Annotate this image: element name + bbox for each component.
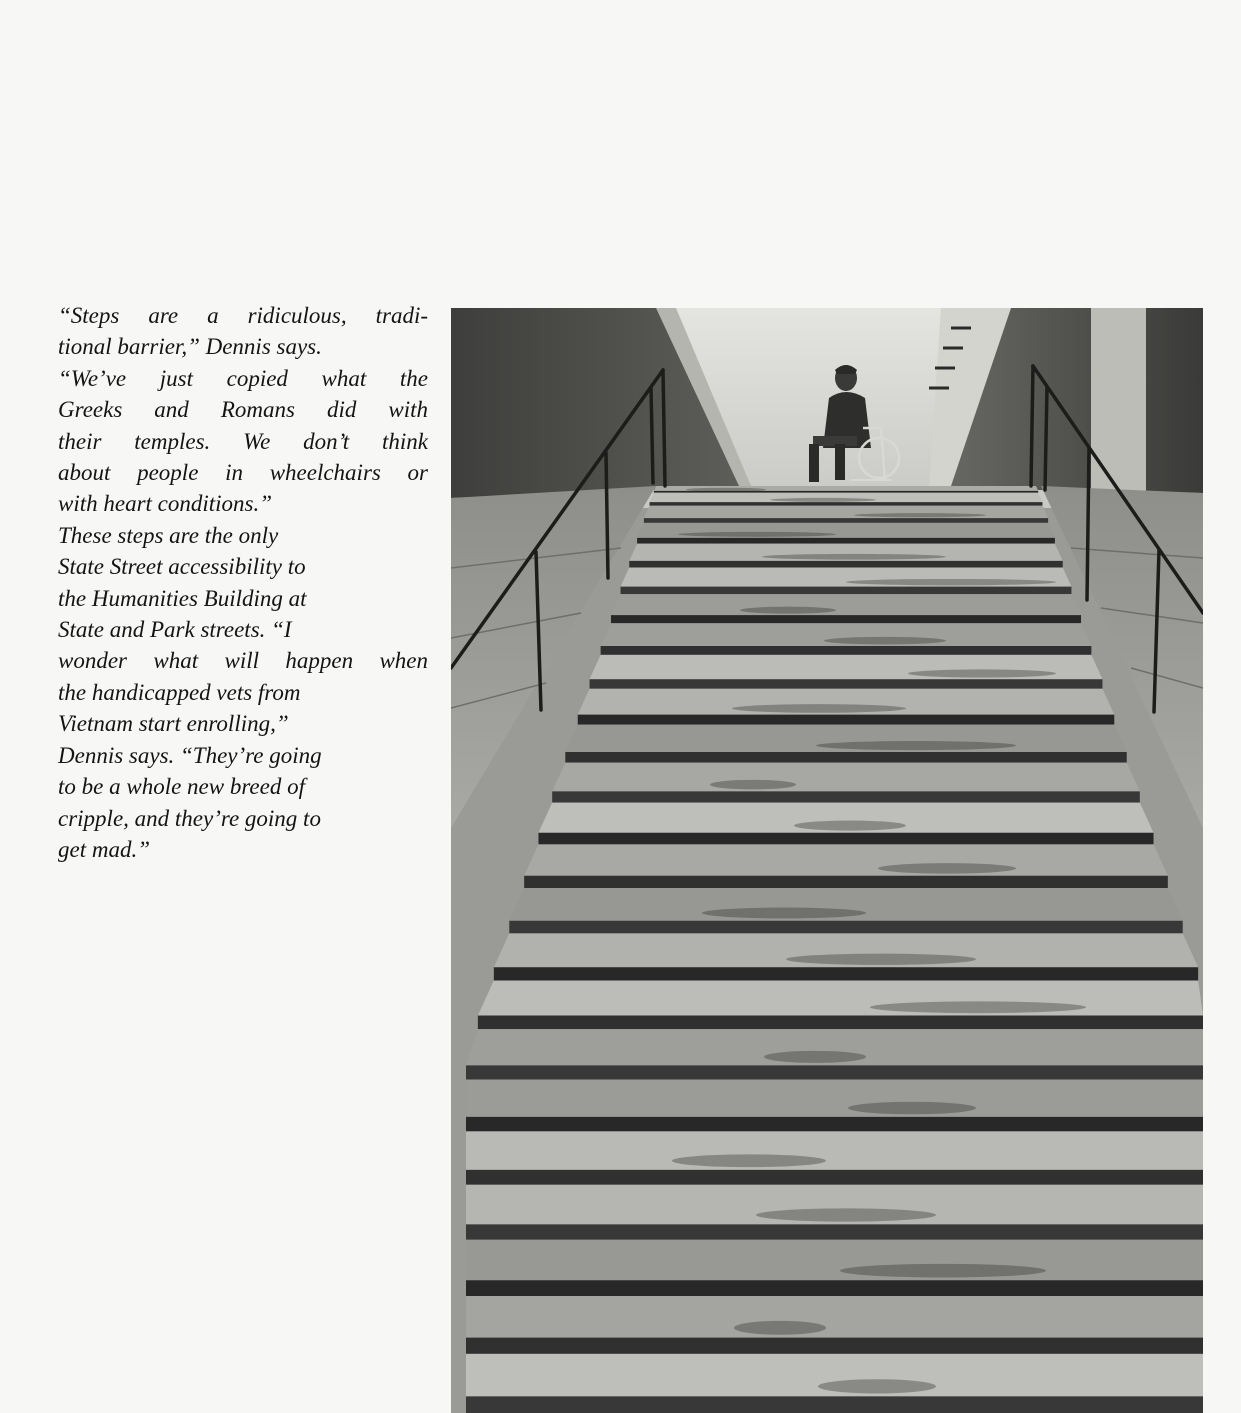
stair-riser: [629, 561, 1062, 568]
stair-riser: [621, 587, 1072, 594]
stair-riser: [478, 1016, 1203, 1030]
stair-stain: [824, 637, 946, 645]
stair-riser: [494, 967, 1198, 980]
stair-stain: [740, 607, 836, 614]
stair-riser: [565, 752, 1126, 763]
stair-stain: [756, 1208, 936, 1221]
caption-line: These steps are the only: [58, 522, 279, 548]
staircase-photo: [451, 308, 1203, 1413]
stair-riser: [466, 1396, 1203, 1413]
stair-stain: [702, 908, 866, 919]
caption-line: the Humanities Building at: [58, 585, 307, 611]
staircase-photo-illustration: [451, 308, 1203, 1413]
caption-line: Greeks and Romans did with: [58, 397, 428, 423]
stair-riser: [601, 646, 1092, 655]
caption-line: with heart conditions.”: [58, 491, 273, 517]
stair-riser: [509, 921, 1182, 934]
stair-stain: [786, 954, 976, 965]
stair-stain: [848, 1102, 976, 1114]
stair-stain: [686, 488, 766, 492]
caption-line: get mad.”: [58, 836, 150, 862]
stair-stain: [672, 1154, 826, 1167]
stair-stain: [734, 1321, 826, 1335]
stair-tread: [524, 844, 1168, 875]
stair-stain: [678, 532, 836, 537]
stair-tread: [478, 980, 1203, 1015]
stair-riser: [466, 1280, 1203, 1296]
staircase: [466, 486, 1203, 1413]
stair-tread: [644, 506, 1048, 518]
stair-tread: [552, 763, 1140, 792]
stair-stain: [732, 704, 906, 713]
stair-riser: [644, 518, 1048, 523]
stair-riser: [466, 1065, 1203, 1079]
stair-tread: [466, 1131, 1203, 1169]
photo-caption: [58, 300, 428, 865]
stair-riser: [578, 715, 1115, 725]
caption-line: the handicapped vets from: [58, 679, 301, 705]
stair-riser: [466, 1338, 1203, 1354]
stair-tread: [611, 594, 1081, 615]
stair-stain: [764, 1051, 866, 1063]
caption-line: their temples. We don’t think: [58, 428, 428, 454]
stair-stain: [818, 1379, 936, 1393]
caption-line: State Street accessibility to: [58, 554, 306, 580]
stair-stain: [710, 780, 796, 790]
stair-riser: [466, 1224, 1203, 1239]
stair-riser: [611, 615, 1081, 623]
stair-riser: [466, 1170, 1203, 1185]
stair-stain: [870, 1001, 1086, 1013]
stair-riser: [637, 538, 1055, 544]
stair-riser: [538, 833, 1153, 845]
stair-stain: [770, 498, 876, 502]
stair-tread: [466, 1080, 1203, 1117]
stair-riser: [466, 1117, 1203, 1132]
caption-line: tional barrier,” Dennis says.: [58, 334, 322, 360]
stair-stain: [878, 863, 1016, 873]
stair-stain: [840, 1264, 1046, 1278]
caption-line: Vietnam start enrolling,”: [58, 711, 289, 737]
stair-riser: [650, 502, 1043, 506]
stair-riser: [524, 876, 1168, 888]
stair-stain: [762, 554, 946, 560]
caption-line: wonder what will happen when: [58, 648, 428, 674]
caption-line: “We’ve just copied what the: [58, 365, 428, 391]
caption-line: about people in wheelchairs or: [58, 460, 428, 486]
stair-tread: [466, 1296, 1203, 1338]
stair-stain: [816, 741, 1016, 750]
caption-line: “Steps are a ridiculous, tradi-: [58, 303, 428, 328]
caption-line: State and Park streets. “I: [58, 617, 292, 643]
caption-line: Dennis says. “They’re going: [58, 742, 322, 768]
caption-line: to be a whole new breed of: [58, 774, 305, 800]
caption-line: cripple, and they’re going to: [58, 805, 321, 831]
stair-riser: [552, 791, 1140, 802]
stair-stain: [854, 513, 986, 517]
stair-stain: [846, 579, 1056, 585]
stair-riser: [590, 679, 1103, 688]
stair-stain: [794, 821, 906, 831]
stair-tread: [466, 1240, 1203, 1281]
stair-stain: [908, 669, 1056, 677]
